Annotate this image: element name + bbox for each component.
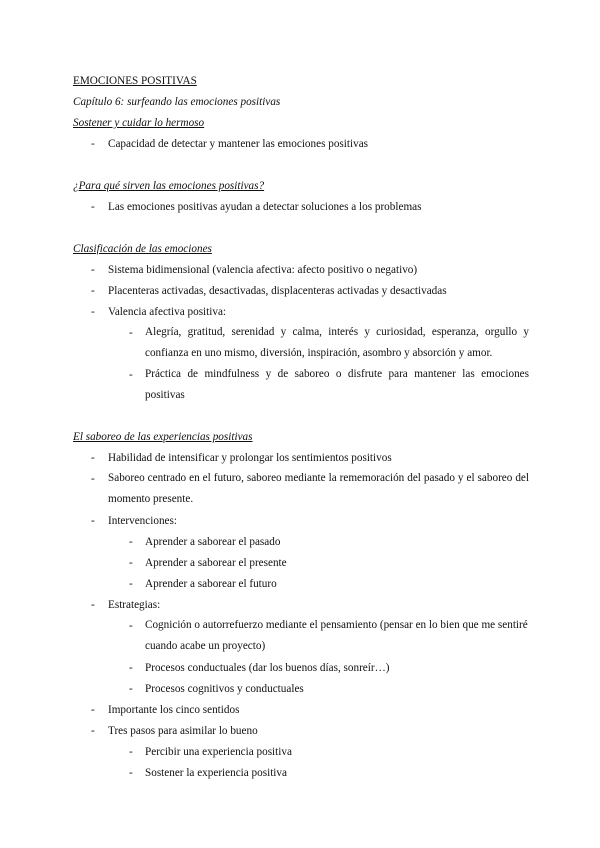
section-heading-clasificacion: Clasificación de las emociones [73, 243, 212, 255]
page-title: EMOCIONES POSITIVAS [73, 75, 197, 87]
list-item: Tres pasos para asimilar lo bueno [108, 725, 258, 737]
list-item: Intervenciones: [108, 515, 177, 527]
bullet-dash: - [129, 536, 133, 548]
list-item: Estrategias: [108, 599, 161, 611]
list-item: Habilidad de intensificar y prolongar los sentimientos positivos [108, 452, 392, 464]
section-heading-sostener: Sostener y cuidar lo hermoso [73, 117, 205, 129]
bullet-dash: - [129, 557, 133, 569]
list-item: Las emociones positivas ayudan a detectar soluciones a los problemas [108, 201, 422, 213]
bullet-dash: - [129, 683, 133, 695]
sub-list-item: Cognición o autorrefuerzo mediante el pensamiento (pensar en lo bien que me sentiré cuando acabe un proyecto) [145, 619, 528, 652]
bullet-dash: - [91, 599, 95, 611]
bullet-dash: - [129, 662, 133, 674]
bullet-dash: - [91, 264, 95, 276]
list-item: Capacidad de detectar y mantener las emociones positivas [108, 138, 369, 150]
bullet-dash: - [129, 767, 133, 779]
sub-list-item: Aprender a saborear el pasado [145, 536, 281, 548]
list-item: Sistema bidimensional (valencia afectiva: afecto positivo o negativo) [108, 264, 418, 276]
sub-list-item: Aprender a saborear el presente [145, 557, 287, 569]
bullet-dash: - [129, 746, 133, 758]
bullet-dash: - [91, 704, 95, 716]
list-item: Placenteras activadas, desactivadas, displacenteras activadas y desactivadas [108, 285, 447, 297]
list-item: Valencia afectiva positiva: [108, 306, 227, 318]
bullet-dash: - [129, 620, 133, 632]
sub-list-item: Práctica de mindfulness y de saboreo o disfrute para mantener las emociones positivas [145, 368, 529, 401]
sub-list-item: Alegría, gratitud, serenidad y calma, interés y curiosidad, esperanza, orgullo y confianza en uno mismo, diversión, inspiración, asombro y absorción y amor. [145, 326, 529, 359]
bullet-dash: - [91, 473, 95, 485]
sub-list-item: Aprender a saborear el futuro [145, 578, 277, 590]
section-heading-para-que: ¿Para qué sirven las emociones positivas? [73, 180, 265, 192]
sub-list-item: Sostener la experiencia positiva [145, 767, 287, 779]
bullet-dash: - [91, 452, 95, 464]
sub-list-item: Procesos conductuales (dar los buenos días, sonreír…) [145, 662, 390, 674]
bullet-dash: - [129, 327, 133, 339]
bullet-dash: - [129, 578, 133, 590]
sub-list-item: Procesos cognitivos y conductuales [145, 683, 304, 695]
bullet-dash: - [91, 725, 95, 737]
bullet-dash: - [91, 201, 95, 213]
list-item: Saboreo centrado en el futuro, saboreo mediante la rememoración del pasado y el saboreo del momento presente. [108, 472, 529, 505]
bullet-dash: - [91, 515, 95, 527]
list-item: Importante los cinco sentidos [108, 704, 240, 716]
bullet-dash: - [91, 138, 95, 150]
bullet-dash: - [129, 369, 133, 381]
section-heading-saboreo: El saboreo de las experiencias positivas [73, 431, 253, 443]
bullet-dash: - [91, 306, 95, 318]
chapter-subtitle: Capítulo 6: surfeando las emociones positivas [73, 96, 281, 108]
sub-list-item: Percibir una experiencia positiva [145, 746, 292, 758]
bullet-dash: - [91, 285, 95, 297]
